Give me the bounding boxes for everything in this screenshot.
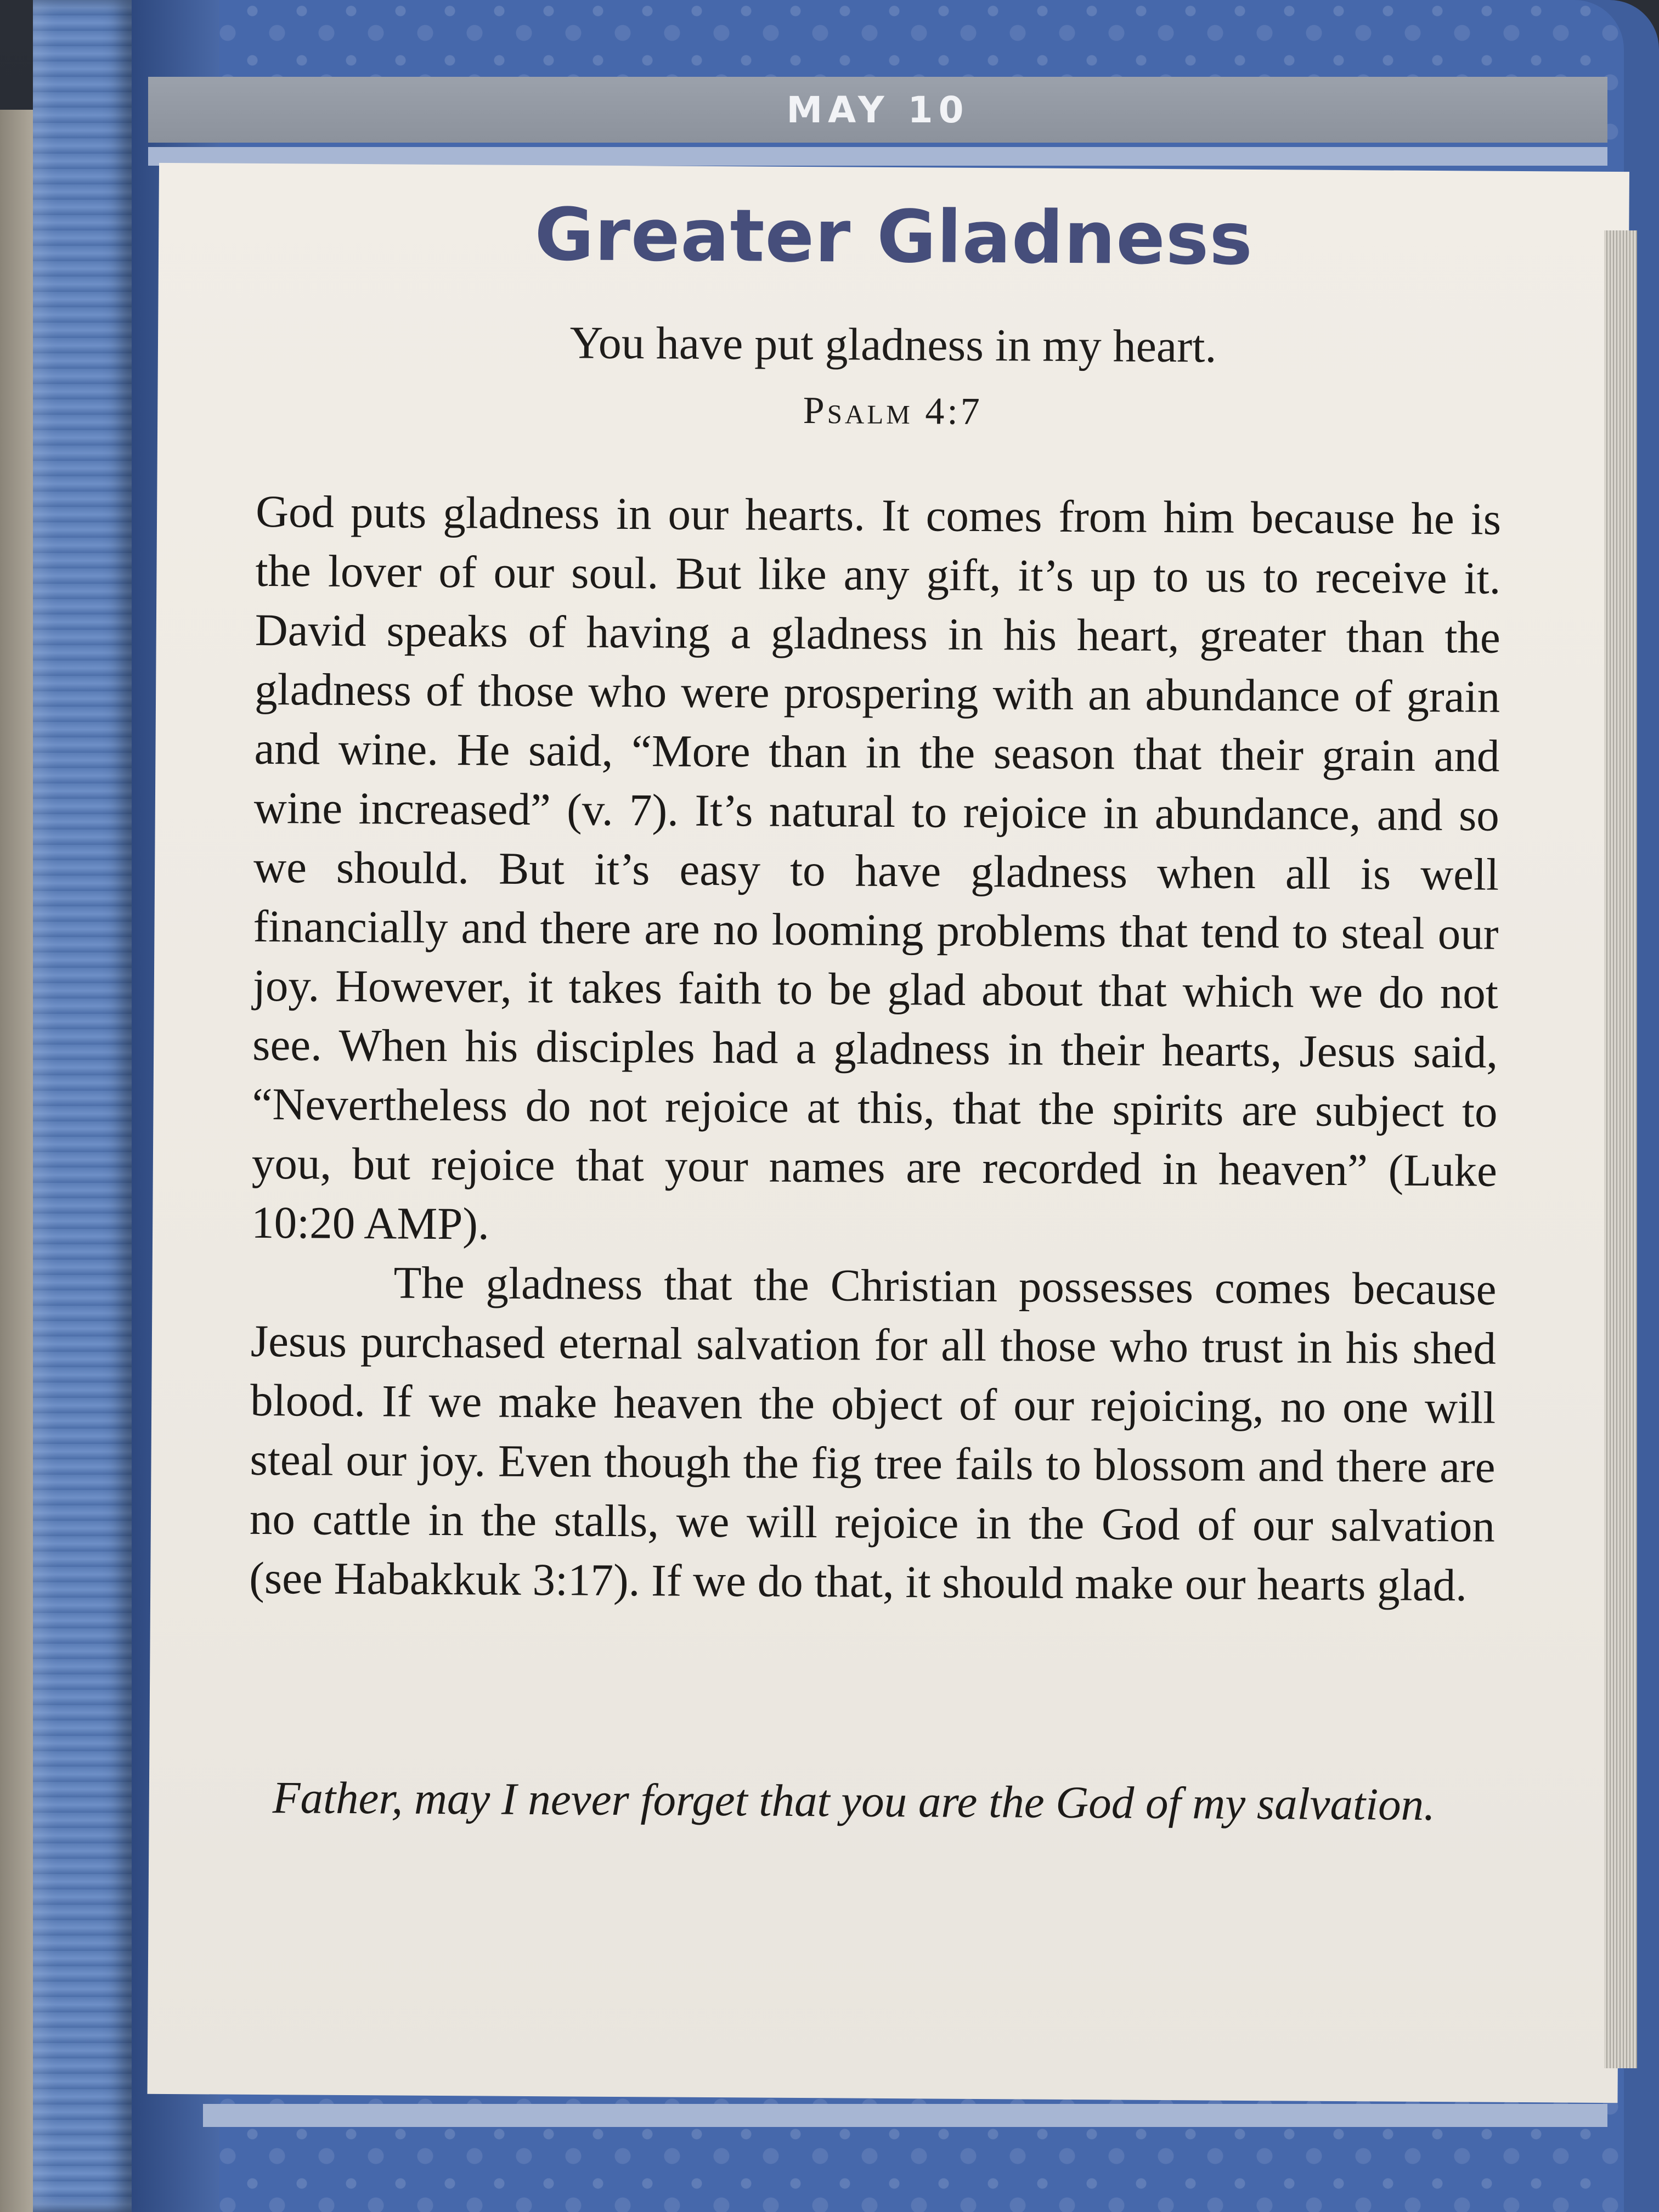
devotional-page: [148, 163, 1629, 2103]
top-stripe: [148, 147, 1607, 166]
devotion-body: [249, 482, 1501, 1615]
body-paragraph: The gladness that the Christian possesses comes because Jesus purchased eternal salvation for all those who trust in his shed blood. If we make heaven the object of our rejoicing, no one will steal our joy. Even though the fig tree fails to blossom and there are no cattle in the stalls, we will rejoice in the God of our salvation (see Habakkuk 3:17). If we do that, it should make our hearts glad.: [249, 1257, 1497, 1611]
date-label: MAY 10: [786, 88, 969, 131]
scripture-verse: You have put gladness in my heart.: [569, 317, 1217, 373]
page-stack-edges: [1604, 230, 1637, 2068]
ribbon-bookmark[interactable]: [33, 0, 132, 2212]
closing-prayer: Father, may I never forget that you are the God of my salvation.: [272, 1772, 1436, 1830]
date-header: [148, 77, 1607, 143]
body-paragraph: God puts gladness in our hearts. It comes from him because he is the lover of our soul. But like any gift, it’s up to us to receive it. David speaks of having a gladness in his heart, greater than the gladness of those who were prospering with an abundance of grain and wine. He said, “More than in the season that their grain and wine increased” (v. 7). It’s natural to rejoice in abundance, and so we should. But it’s easy to have gladness when all is well financially and there are no looming problems that tend to steal our joy. However, it takes faith to be glad about that which we do not see. When his disciples had a gladness in their hearts, Jesus said, “Nevertheless do not rejoice at this, that the spirits are subject to you, but rejoice that your names are recorded in heaven” (Luke 10:20 AMP).: [251, 486, 1502, 1249]
page-title: Greater Gladness: [534, 192, 1254, 281]
bottom-stripe: [203, 2104, 1607, 2127]
scripture-reference: Psalm 4:7: [803, 389, 983, 433]
